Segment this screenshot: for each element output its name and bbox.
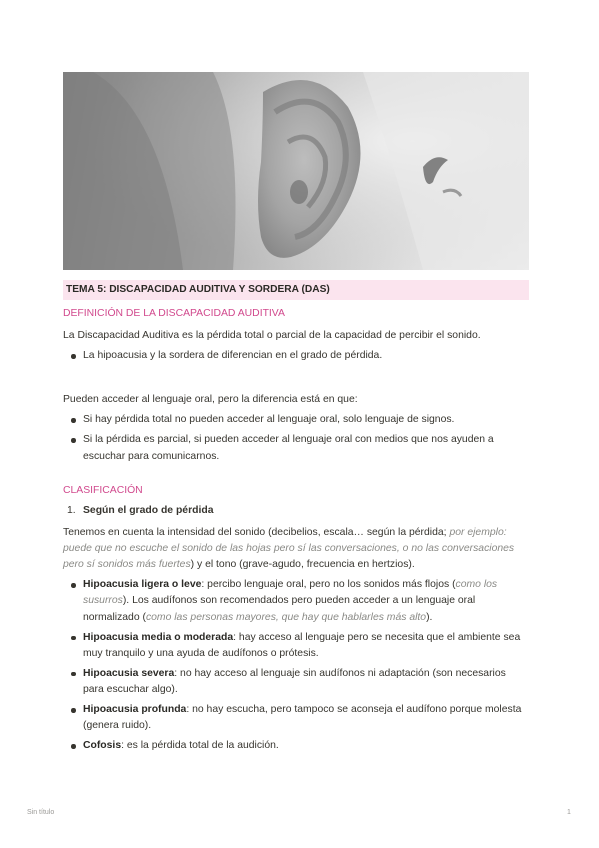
item-number: 1. [67, 504, 76, 516]
list-item: Si hay pérdida total no pueden acceder al lenguaje oral, solo lenguaje de signos. [63, 412, 529, 428]
level-item-profunda [63, 702, 529, 734]
level-term: Hipoacusia ligera o leve [83, 579, 202, 591]
level-term: Hipoacusia profunda [83, 704, 187, 716]
level-item-moderada [63, 630, 529, 662]
ear-illustration [63, 72, 529, 270]
level-term: Hipoacusia severa [83, 667, 175, 679]
level-example: como las personas mayores, que hay que hablarles más alto [145, 611, 427, 623]
level-example: como los susurros [83, 579, 498, 607]
numbered-item [63, 503, 529, 519]
spacer [63, 465, 529, 477]
section-heading-clasificacion: CLASIFICACIÓN [63, 484, 143, 496]
footer-page-number: 1 [567, 809, 571, 816]
definition-list [63, 348, 529, 364]
footer-document-name: Sin título [27, 809, 55, 816]
paragraph-example: por ejemplo: puede que no escuche el sonido de las hojas pero sí las conversaciones, o no las conversaciones pero sí sonidos más fuertes [63, 526, 515, 571]
level-item-severa [63, 666, 529, 698]
paragraph-text-end: ) y el tono (grave-agudo, frecuencia en hertzios). [190, 559, 415, 571]
ear-photo [63, 72, 529, 270]
access-list [63, 412, 529, 464]
item-label: Según el grado de pérdida [83, 504, 214, 516]
list-item: Si la pérdida es parcial, si pueden acceder al lenguaje oral con medios que nos ayuden a escuchar para comunicarnos. [63, 432, 529, 464]
level-term: Cofosis [83, 740, 122, 752]
level-text: ). Los audífonos son recomendados pero pueden acceder a un lenguaje oral normalizado ( [83, 595, 476, 623]
definition-paragraph: La Discapacidad Auditiva es la pérdida total o parcial de la capacidad de percibir el sonido. [63, 329, 481, 341]
intensity-paragraph [63, 525, 529, 573]
level-item-leve [63, 577, 529, 625]
level-text: : percibo lenguaje oral, pero no los sonidos más flojos ( [201, 579, 456, 591]
page-title: TEMA 5: DISCAPACIDAD AUDITIVA Y SORDERA (DAS) [63, 280, 529, 300]
level-text: ). [426, 611, 433, 623]
levels-list [63, 577, 529, 754]
list-item: La hipoacusia y la sordera de diferencian en el grado de pérdida. [63, 348, 529, 364]
level-text: : no hay escucha, pero tampoco se aconseja el audífono porque molesta (genera ruido). [83, 704, 522, 732]
level-text: : es la pérdida total de la audición. [121, 740, 279, 752]
level-text: : hay acceso al lenguaje pero se necesita que el ambiente sea muy tranquilo y una ayuda de audífonos o prótesis. [83, 631, 521, 659]
level-text: : no hay acceso al lenguaje sin audífonos ni adaptación (son necesarios para escuchar algo). [83, 667, 506, 696]
level-term: Hipoacusia media o moderada [83, 631, 234, 643]
classification-list [63, 503, 529, 519]
level-item-cofosis [63, 738, 529, 754]
spacer [63, 364, 529, 386]
section-heading-definicion: DEFINICIÓN DE LA DISCAPACIDAD AUDITIVA [63, 307, 285, 319]
page-content [63, 72, 529, 755]
paragraph-text: Tenemos en cuenta la intensidad del sonido (decibelios, escala… según la pérdida; [63, 526, 450, 538]
access-paragraph: Pueden acceder al lenguaje oral, pero la diferencia está en que: [63, 394, 358, 406]
